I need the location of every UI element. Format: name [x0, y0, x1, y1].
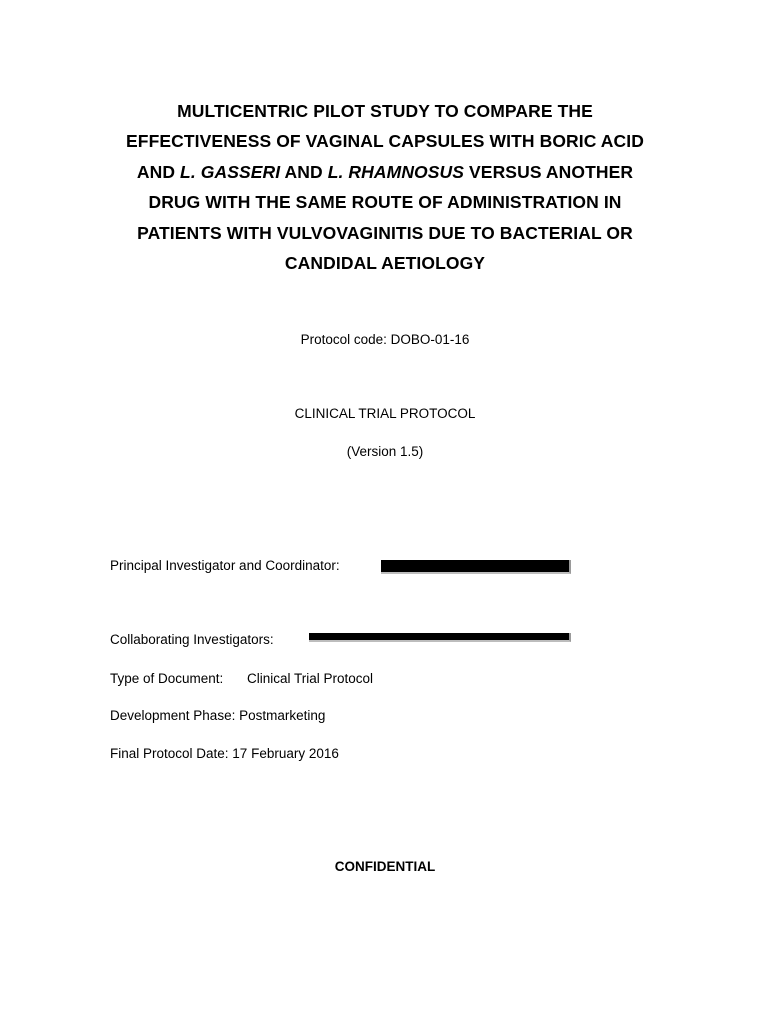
- species-name-gasseri: L. GASSERI: [180, 161, 281, 182]
- document-title: [95, 96, 675, 278]
- title-text: AND: [280, 161, 328, 182]
- type-of-document-value: Clinical Trial Protocol: [247, 671, 374, 686]
- title-text: AND: [136, 161, 181, 182]
- development-phase: Development Phase: Postmarketing: [110, 708, 326, 723]
- collaborating-investigators-redaction: [309, 633, 571, 642]
- title-text: VERSUS ANOTHER: [464, 161, 634, 182]
- title-line: EFFECTIVENESS OF VAGINAL CAPSULES WITH BORIC ACID: [126, 131, 644, 152]
- document-heading: CLINICAL TRIAL PROTOCOL: [294, 406, 476, 421]
- title-line: PATIENTS WITH VULVOVAGINITIS DUE TO BACTERIAL OR: [137, 222, 633, 243]
- collaborating-investigators-label: Collaborating Investigators:: [110, 632, 274, 647]
- title-line: [95, 157, 675, 187]
- species-name-rhamnosus: L. RHAMNOSUS: [327, 161, 465, 182]
- version-label: (Version 1.5): [346, 444, 424, 459]
- confidential-label: CONFIDENTIAL: [334, 859, 436, 874]
- principal-investigator-redaction: [381, 560, 571, 574]
- title-line: CANDIDAL AETIOLOGY: [284, 253, 486, 274]
- type-of-document-label: Type of Document:: [110, 671, 224, 686]
- final-protocol-date: Final Protocol Date: 17 February 2016: [110, 746, 339, 761]
- protocol-code: Protocol code: DOBO-01-16: [300, 332, 470, 347]
- principal-investigator-label: Principal Investigator and Coordinator:: [110, 558, 340, 573]
- title-line: MULTICENTRIC PILOT STUDY TO COMPARE THE: [177, 101, 593, 121]
- title-line: DRUG WITH THE SAME ROUTE OF ADMINISTRATION IN: [148, 192, 622, 213]
